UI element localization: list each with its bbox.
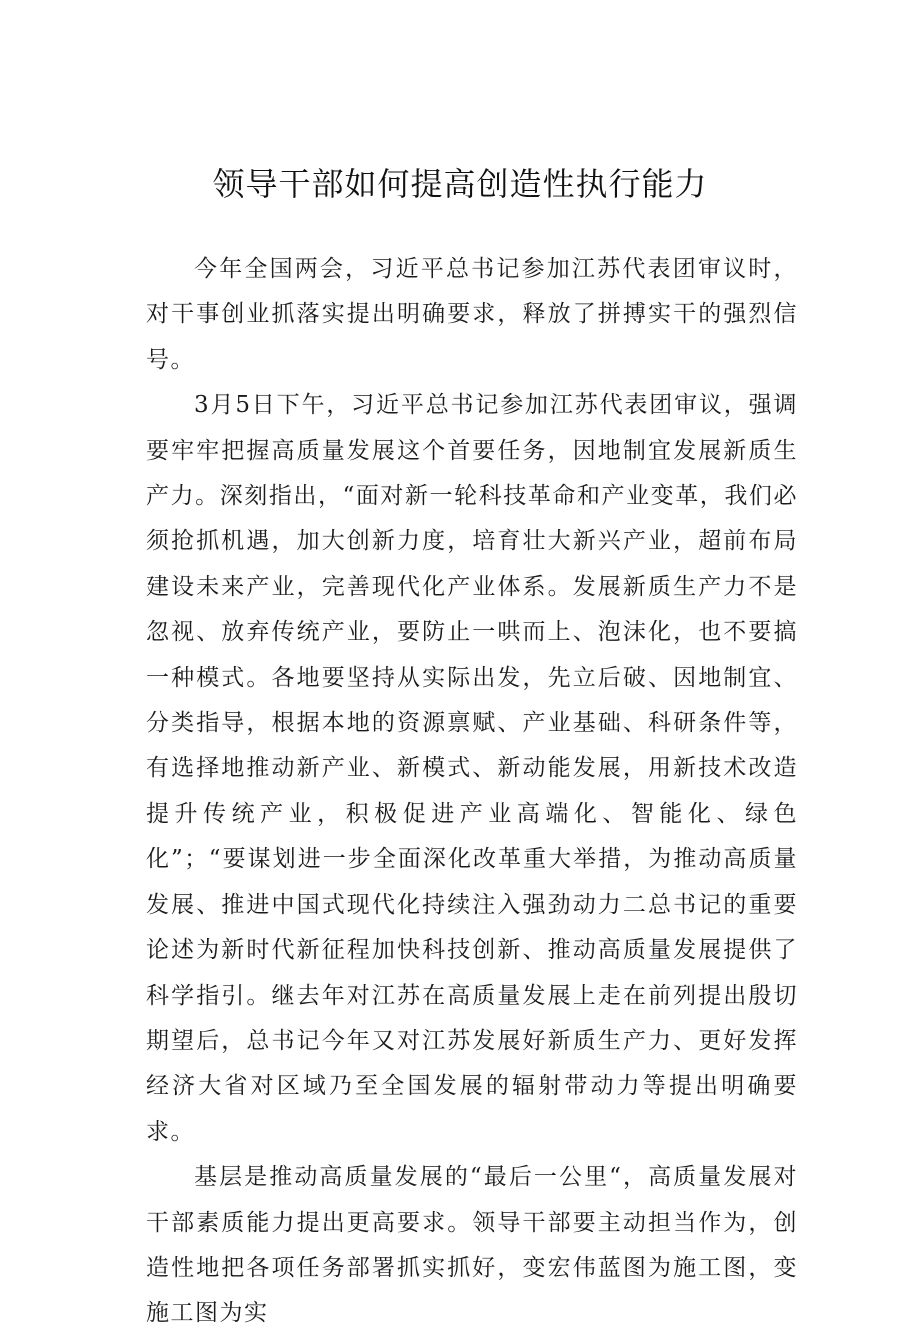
paragraph-3: 基层是推动高质量发展的“最后一公里“，高质量发展对干部素质能力提出更高要求。领导干部要主动担当作为，创造性地把各项任务部署抓实抓好，变宏伟蓝图为施工图，变施工图为实 (146, 1164, 798, 1327)
document-title: 领导干部如何提高创造性执行能力 (212, 165, 708, 203)
paragraph-1: 今年全国两会，习近平总书记参加江苏代表团审议时，对干事创业抓落实提出明确要求，释放了拼搏实干的强烈信号。 (146, 256, 798, 373)
document-body (146, 247, 798, 1337)
paragraph-2: 3月5日下午，习近平总书记参加江苏代表团审议，强调要牢牢把握高质量发展这个首要任务，因地制宜发展新质生产力。深刻指出，“面对新一轮科技革命和产业变革，我们必须抢抓机遇，加大创新力度，培育壮大新兴产业，超前布局建设未来产业，完善现代化产业体系。发展新质生产力不是忽视、放弃传统产业，要防止一哄而上、泡沫化，也不要搞一种模式。各地要坚持从实际出发，先立后破、因地制宜、分类指导，根据本地的资源禀赋、产业基础、科研条件等，有选择地推动新产业、新模式、新动能发展，用新技术改造提升传统产业，积极促进产业高端化、智能化、绿色化”；“要谋划进一步全面深化改革重大举措，为推动高质量发展、推进中国式现代化持续注入强劲动力二总书记的重要论述为新时代新征程加快科技创新、推动高质量发展提供了科学指引。继去年对江苏在高质量发展上走在前列提出殷切期望后，总书记今年又对江苏发展好新质生产力、更好发挥经济大省对区域乃至全国发展的辐射带动力等提出明确要求。 (146, 392, 798, 1145)
